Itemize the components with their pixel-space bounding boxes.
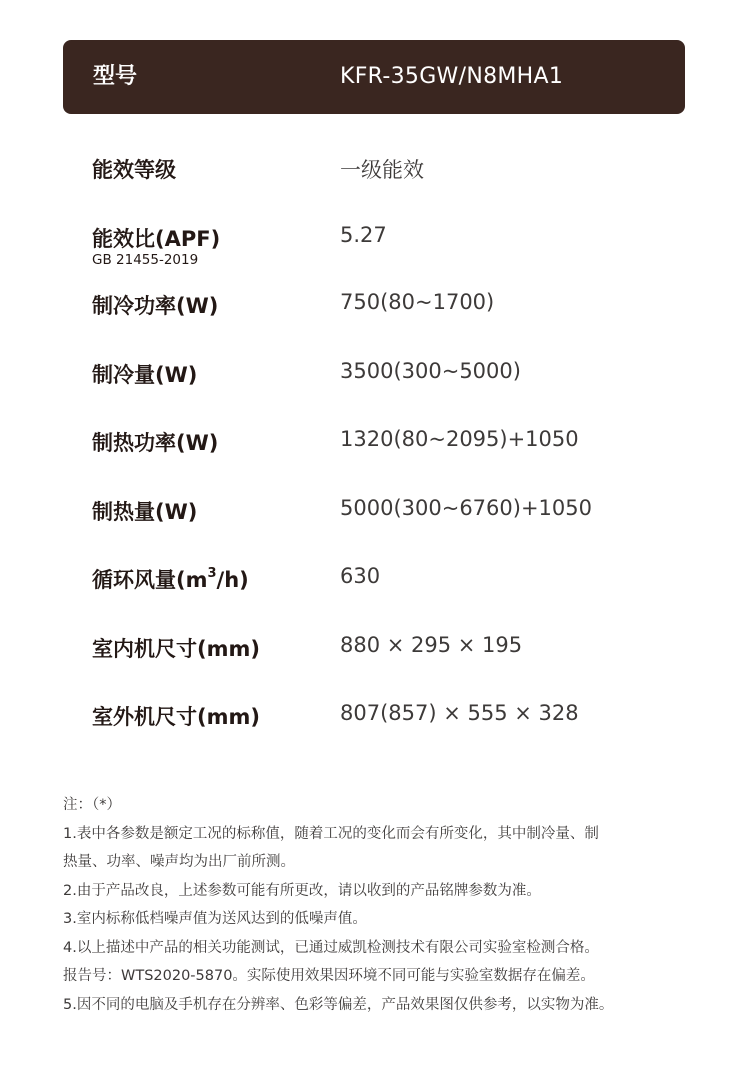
spec-row-air-flow: [0, 564, 750, 624]
spec-label: 能效等级: [92, 158, 176, 182]
note-line: 热量、功率、噪声均为出厂前所测。: [63, 854, 295, 870]
spec-standard-label: GB 21455-2019: [92, 252, 199, 268]
spec-row-heating-capacity: [0, 496, 750, 556]
spec-value: 1320(80~2095)+1050: [340, 427, 579, 451]
spec-label: 室外机尺寸(mm): [92, 705, 260, 729]
spec-row-heating-power: [0, 427, 750, 487]
spec-label: 室内机尺寸(mm): [92, 637, 260, 661]
spec-value: 5000(300~6760)+1050: [340, 496, 592, 520]
note-line: 2.由于产品改良，上述参数可能有所更改，请以收到的产品铭牌参数为准。: [63, 882, 541, 899]
spec-label: 能效比(APF): [92, 227, 221, 251]
notes-section: [63, 791, 703, 1019]
spec-label: 制冷功率(W): [92, 294, 219, 318]
notes-title: 注：（*）: [63, 797, 121, 813]
spec-row-cooling-capacity: [0, 359, 750, 419]
spec-label: 制热功率(W): [92, 431, 219, 455]
spec-value: 880 × 295 × 195: [340, 633, 523, 657]
note-line: 1.表中各参数是额定工况的标称值，随着工况的变化而会有所变化，其中制冷量、制: [63, 825, 599, 842]
spec-value: 一级能效: [340, 158, 424, 182]
note-line: 3.室内标称低档噪声值为送风达到的低噪声值。: [63, 911, 367, 927]
spec-row-cooling-power: [0, 290, 750, 350]
spec-row-outdoor-size: [0, 701, 750, 761]
spec-row-apf: [0, 223, 750, 283]
note-line: 报告号：WTS2020-5870。实际使用效果因环境不同可能与实验室数据存在偏差。: [63, 968, 595, 984]
spec-label: 循环风量$(m^3/h)$: [92, 566, 249, 592]
spec-value: 3500(300~5000): [340, 359, 521, 383]
spec-value: 630: [340, 564, 381, 588]
model-label: 型号: [93, 64, 138, 89]
spec-label: 制热量(W): [92, 500, 198, 524]
spec-value: 807(857) × 555 × 328: [340, 701, 579, 725]
model-header-bar: [63, 40, 685, 114]
spec-label: 制冷量(W): [92, 363, 198, 387]
spec-value: 750(80~1700): [340, 290, 495, 314]
model-value: KFR-35GW/N8MHA1: [340, 64, 564, 89]
spec-row-efficiency-grade: [0, 154, 750, 214]
note-line: 5.因不同的电脑及手机存在分辨率、色彩等偏差，产品效果图仅供参考，以实物为准。: [63, 996, 614, 1013]
note-line: 4.以上描述中产品的相关功能测试，已通过威凯检测技术有限公司实验室检测合格。: [63, 939, 599, 956]
spec-row-indoor-size: [0, 633, 750, 693]
spec-value: 5.27: [340, 223, 387, 247]
